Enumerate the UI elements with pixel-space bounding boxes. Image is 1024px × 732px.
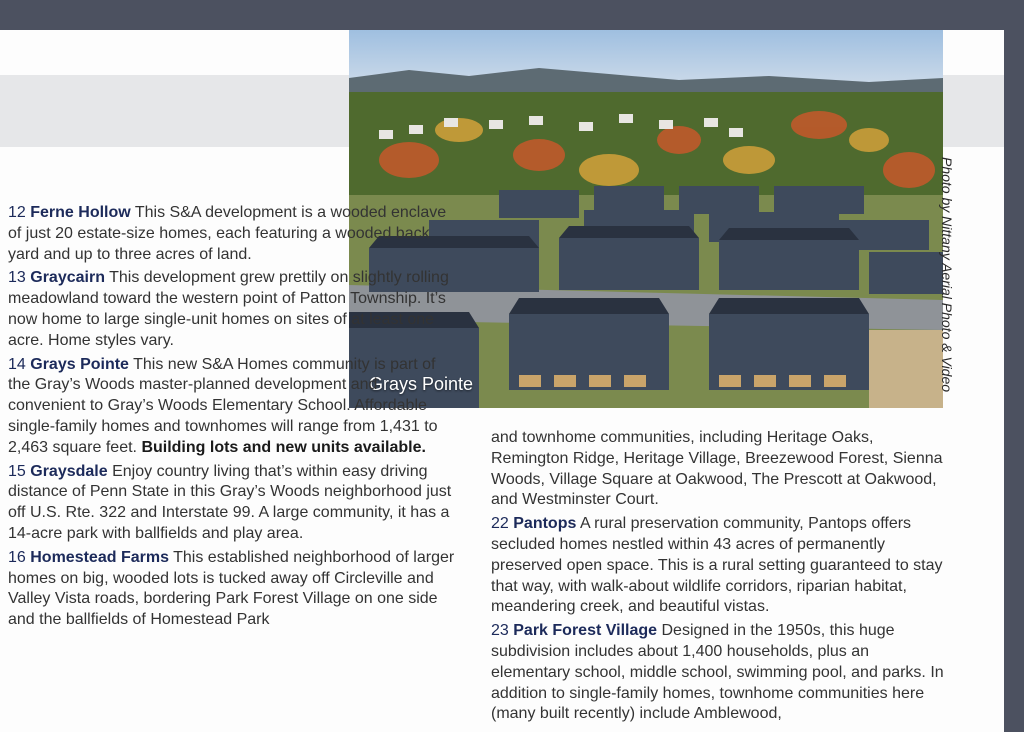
community-entry [8,203,458,265]
entry-name: Ferne Hollow [30,204,131,221]
photo-credit: Photo by Nittany Aerial Photo & Video [939,157,955,393]
community-entry [8,548,458,631]
entry-text: Enjoy country living that’s within easy driving distance of Penn State in this Gray’s Woods neighborhood just off U.S. Rte. 322 and Interstate 99. A large community, it has a 14-acre park with ballfields and play area. [8,462,452,542]
entry-number: 15 [8,462,26,480]
entry-bold-text: Building lots and new units available. [141,438,426,456]
left-column [8,203,458,634]
entry-text: This S&A development is a wooded enclave of just 20 estate-size homes, each featuring a wooded back yard and up to three acres of land. [8,204,447,263]
entry-number: 16 [8,548,26,566]
entry-text: This new S&A Homes community is part of the Gray’s Woods master-planned development and convenient to Gray’s Woods Elementary School. Affordable single-family homes and townhomes will range from 1,431 to 2,463 square feet. [8,355,438,456]
entry-number: 12 [8,204,26,221]
entry-text: This established neighborhood of larger homes on big, wooded lots is tucked away off Circleville and Valley Vista roads, bordering Park Forest Village on one side and the ballfields of Homestead Park [8,548,455,629]
entry-text: Designed in the 1950s, this huge subdivision includes about 1,400 households, plus an elementary school, middle school, swimming pool, and parks. In addition to single-family homes, townhome communities here (many built recently) include Amblewood, [491,622,944,723]
community-entry [8,462,458,545]
entry-text: A rural preservation community, Pantops offers secluded homes nestled within 43 acres of permanently preserved open space. This is a rural setting guaranteed to stay that way, with walk-about wildlife corridors, riparian habitat, meandering creek, and beautiful vistas. [491,515,943,616]
community-entry [8,355,458,459]
entry-number: 22 [491,515,509,533]
entry-name: Park Forest Village [513,622,658,640]
right-column [491,428,951,728]
entry-name: Graysdale [30,462,108,480]
entry-name: Grays Pointe [30,355,129,373]
community-entry [8,268,458,351]
entry-number: 23 [491,622,509,640]
community-entry [491,621,951,725]
entry-number: 13 [8,269,26,287]
entry-name: Graycairn [30,269,105,287]
community-entry [491,514,951,618]
entry-name: Homestead Farms [30,548,169,566]
entry-name: Pantops [513,515,577,533]
continuation-text: and townhome communities, including Heritage Oaks, Remington Ridge, Heritage Village, Breezewood Forest, Sienna Woods, Village Square at Oakwood, The Prescott at Oakwood, and Westminster Court. [491,429,943,509]
magazine-page [0,30,1004,732]
entry-text: This development grew prettily on slightly rolling meadowland toward the western point of Patton Township. It’s now home to large single-unit homes on sites of at least one acre. Home styles vary. [8,269,449,349]
entry-number: 14 [8,355,26,373]
photo-caption: Grays Pointe [369,374,474,394]
